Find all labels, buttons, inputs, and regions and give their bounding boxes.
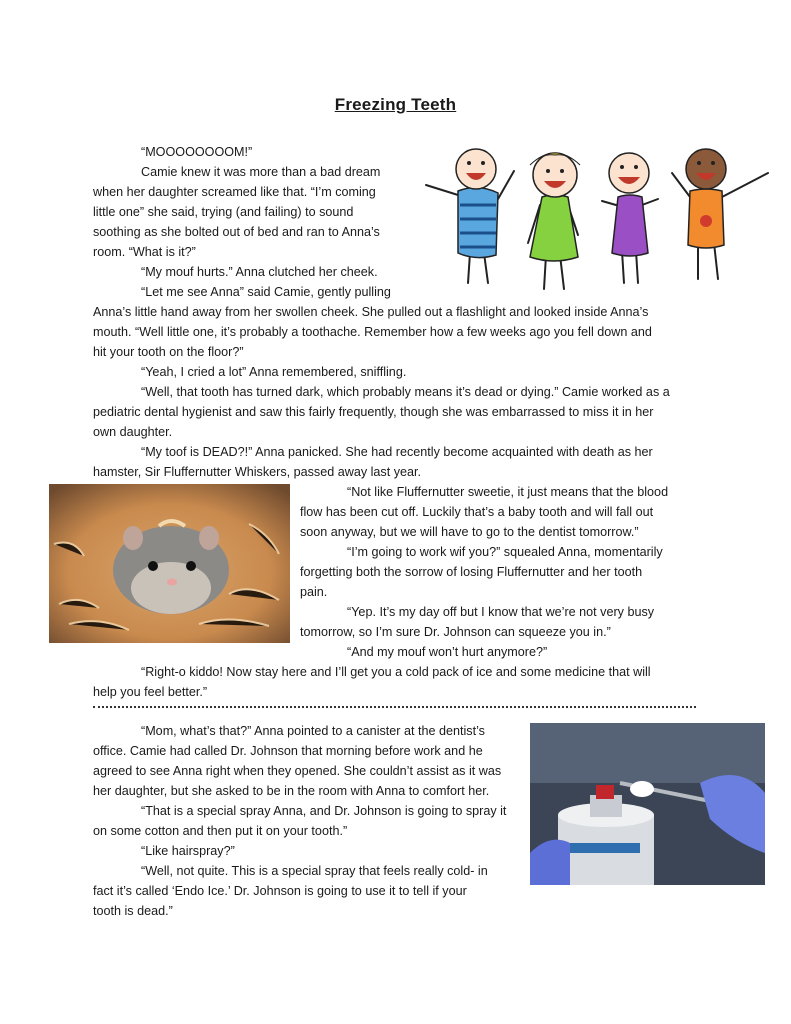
text-line: Anna’s little hand away from her swollen cheek. She pulled out a flashlight and looked inside Anna’s	[93, 305, 649, 319]
text-line: “MOOOOOOOOM!”	[141, 145, 253, 159]
text-line: “Right-o kiddo! Now stay here and I’ll get you a cold pack of ice and some medicine that will	[141, 665, 651, 679]
text-line: “My mouf hurts.” Anna clutched her cheek.	[141, 265, 378, 279]
text-line: “Well, not quite. This is a special spray that feels really cold- in	[141, 864, 488, 878]
text-line: pediatric dental hygienist and saw this fairly frequently, though she was embarrassed to miss it in her	[93, 405, 654, 419]
text-line: soothing as she bolted out of bed and ran to Anna’s	[93, 225, 380, 239]
text-line: hamster, Sir Fluffernutter Whiskers, passed away last year.	[93, 465, 422, 479]
text-line: help you feel better.”	[93, 685, 208, 699]
text-line: agreed to see Anna right when they opened. She couldn’t assist as it was	[93, 764, 502, 778]
text-line: “Yep. It’s my day off but I know that we’re not very busy	[347, 605, 655, 619]
text-line: when her daughter screamed like that. “I’m coming	[93, 185, 376, 199]
text-line: “My toof is DEAD?!” Anna panicked. She had recently become acquainted with death as her	[141, 445, 653, 459]
text-line: office. Camie had called Dr. Johnson that morning before work and he	[93, 744, 483, 758]
text-line: fact it’s called ‘Endo Ice.’ Dr. Johnson is going to use it to tell if your	[93, 884, 467, 898]
text-line: “Yeah, I cried a lot” Anna remembered, sniffling.	[141, 365, 407, 379]
text-line: mouth. “Well little one, it’s probably a toothache. Remember how a few weeks ago you fell down and	[93, 325, 652, 339]
text-line: “Well, that tooth has turned dark, which probably means it’s dead or dying.” Camie worked as a	[141, 385, 670, 399]
text-line: “And my mouf won’t hurt anymore?”	[347, 645, 548, 659]
endo-ice-spray-photo-icon	[530, 723, 765, 885]
text-line: on some cotton and then put it on your tooth.”	[93, 824, 348, 838]
text-line: “I’m going to work wif you?” squealed Anna, momentarily	[347, 545, 663, 559]
text-line: pain.	[300, 585, 328, 599]
text-line: room. “What is it?”	[93, 245, 196, 259]
text-line: Camie knew it was more than a bad dream	[141, 165, 381, 179]
text-line: little one” she said, trying (and failing) to sound	[93, 205, 354, 219]
text-line: own daughter.	[93, 425, 173, 439]
text-line: “That is a special spray Anna, and Dr. Johnson is going to spray it	[141, 804, 507, 818]
dotted-divider	[93, 706, 696, 708]
text-line: “Mom, what’s that?” Anna pointed to a canister at the dentist’s	[141, 724, 485, 738]
text-line: “Not like Fluffernutter sweetie, it just means that the blood	[347, 485, 669, 499]
text-line: her daughter, but she asked to be in the room with Anna to comfort her.	[93, 784, 490, 798]
text-line: forgetting both the sorrow of losing Fluffernutter and her tooth	[300, 565, 643, 579]
four-children-drawing-icon	[418, 143, 774, 293]
text-line: “Let me see Anna” said Camie, gently pulling	[141, 285, 391, 299]
text-line: hit your tooth on the floor?”	[93, 345, 244, 359]
text-line: flow has been cut off. Luckily that’s a baby tooth and will fall out	[300, 505, 654, 519]
text-line: soon anyway, but we will have to go to the dentist tomorrow.”	[300, 525, 639, 539]
text-line: tomorrow, so I’m sure Dr. Johnson can squeeze you in.”	[300, 625, 611, 639]
hamster-photo-icon	[49, 484, 290, 643]
text-line: “Like hairspray?”	[141, 844, 235, 858]
text-line: tooth is dead.”	[93, 904, 173, 918]
page-title: Freezing Teeth	[334, 95, 457, 114]
